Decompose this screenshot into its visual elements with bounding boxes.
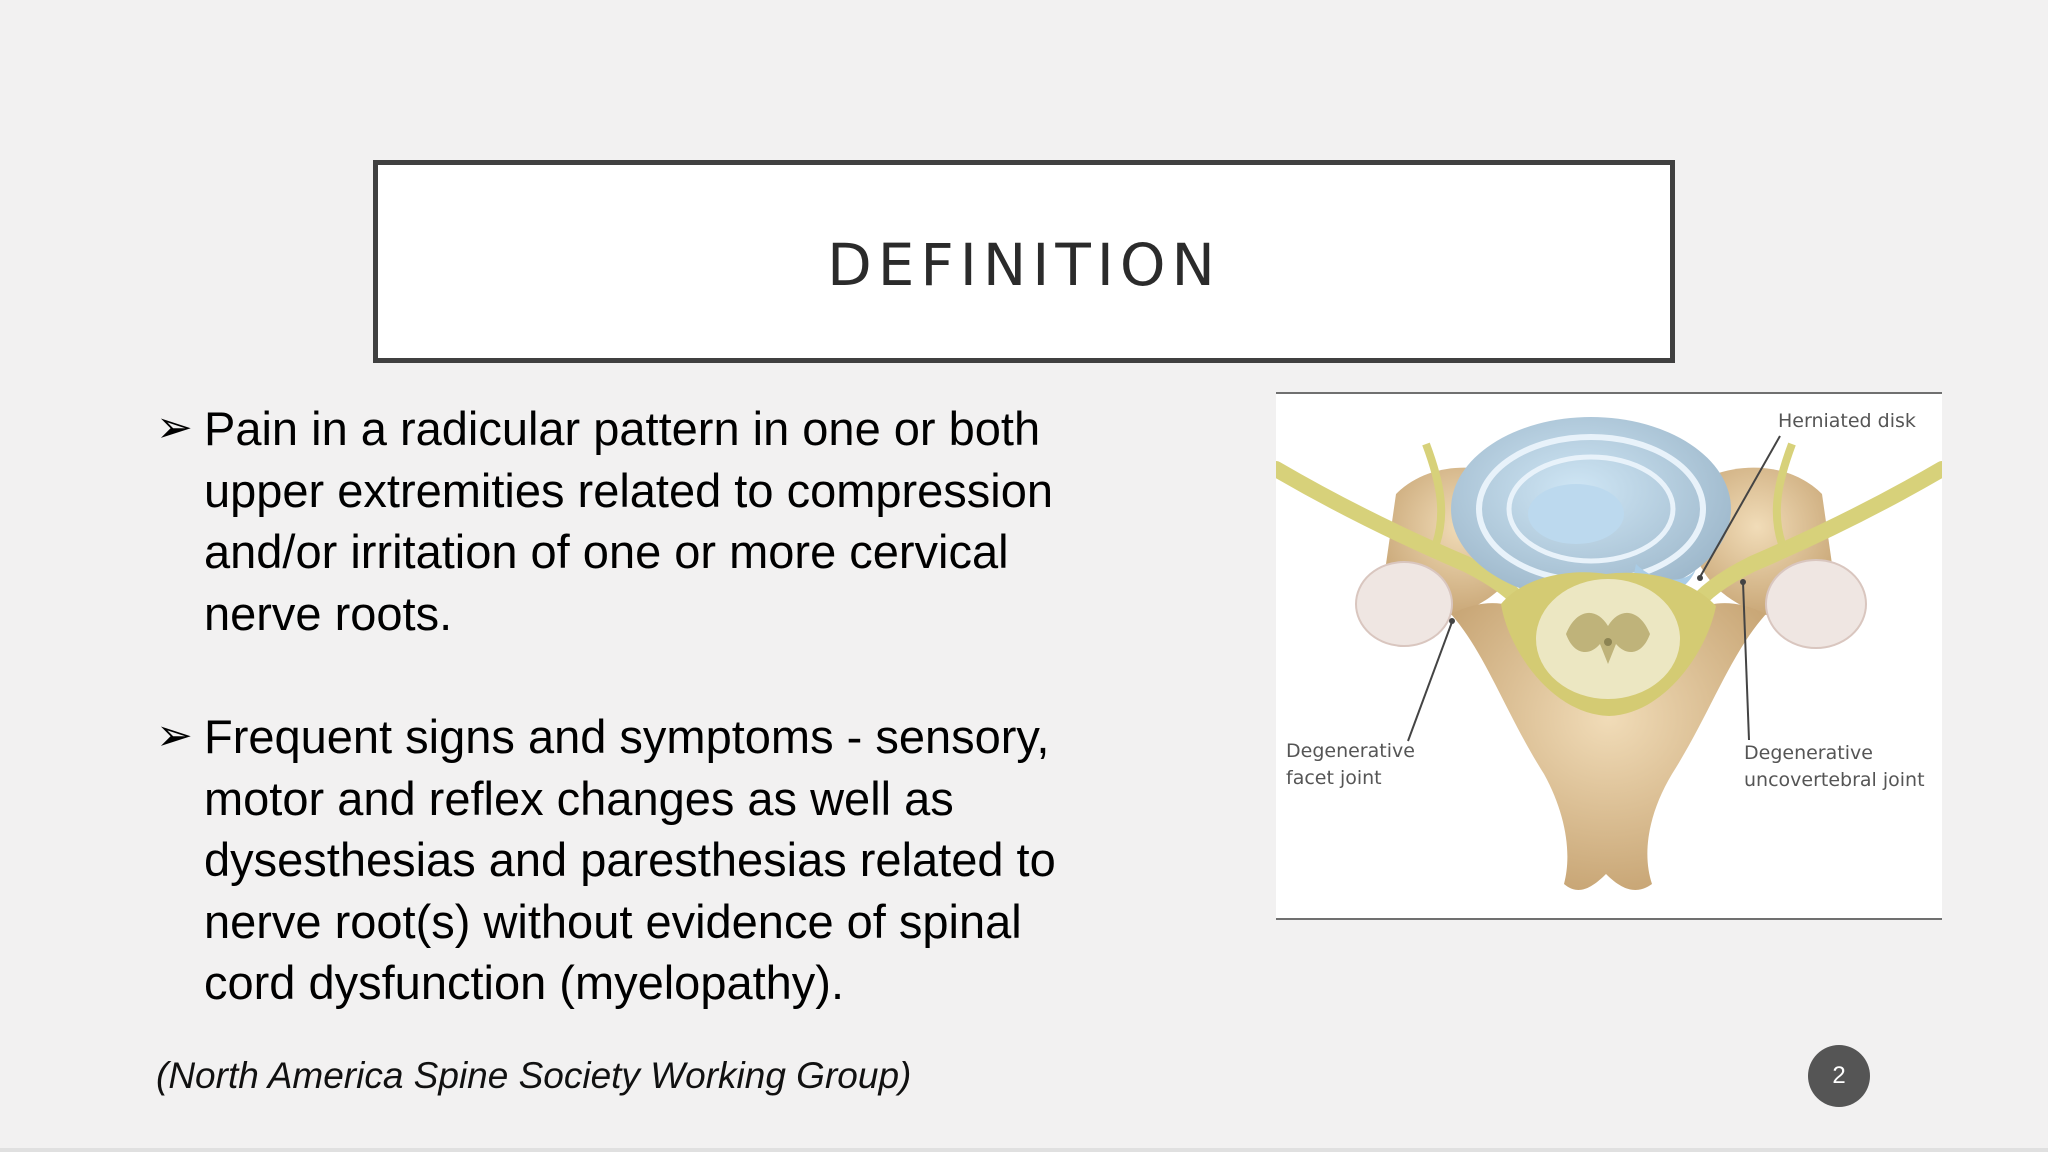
facet-joint-label-line: Degenerative (1286, 740, 1415, 762)
bullet-line: cord dysfunction (myelopathy). (204, 956, 845, 1009)
vertebra-drawing (1276, 394, 1942, 918)
herniated-disk-label: Herniated disk (1778, 410, 1916, 432)
bullet-line: upper extremities related to compression (204, 463, 1054, 517)
slide-title: DEFINITION (827, 230, 1221, 299)
page-number-badge: 2 (1808, 1045, 1870, 1107)
bullet-line: Pain in a radicular pattern in one or both (204, 402, 1041, 455)
facet-joint-label-line: facet joint (1286, 767, 1382, 789)
bullet-line: nerve roots. (204, 586, 453, 640)
title-box (373, 160, 1675, 363)
bullet-line: dysesthesias and paresthesias related to (204, 833, 1056, 886)
bullet-list (150, 398, 1150, 1014)
facet-joint-label (1286, 738, 1415, 792)
bullet-line: Frequent signs and symptoms - sensory, (204, 710, 1050, 763)
uncovertebral-joint-label-line: Degenerative (1744, 742, 1873, 764)
bottom-edge (0, 1148, 2048, 1152)
bullet-item (150, 706, 1150, 1014)
vertebra-illustration (1276, 392, 1942, 920)
uncovertebral-joint-label (1744, 740, 1925, 794)
uncovertebral-joint-label-line: uncovertebral joint (1744, 769, 1925, 791)
bullet-item (150, 398, 1150, 644)
citation: (North America Spine Society Working Group) (156, 1055, 912, 1096)
bullet-line: and/or irritation of one or more cervical (204, 525, 1009, 578)
bullet-line: nerve root(s) without evidence of spinal (204, 894, 1022, 948)
arrow-bullet-icon: ➢ (156, 402, 193, 453)
arrow-bullet-icon: ➢ (156, 710, 193, 761)
bullet-line: motor and reflex changes as well as (204, 771, 954, 825)
